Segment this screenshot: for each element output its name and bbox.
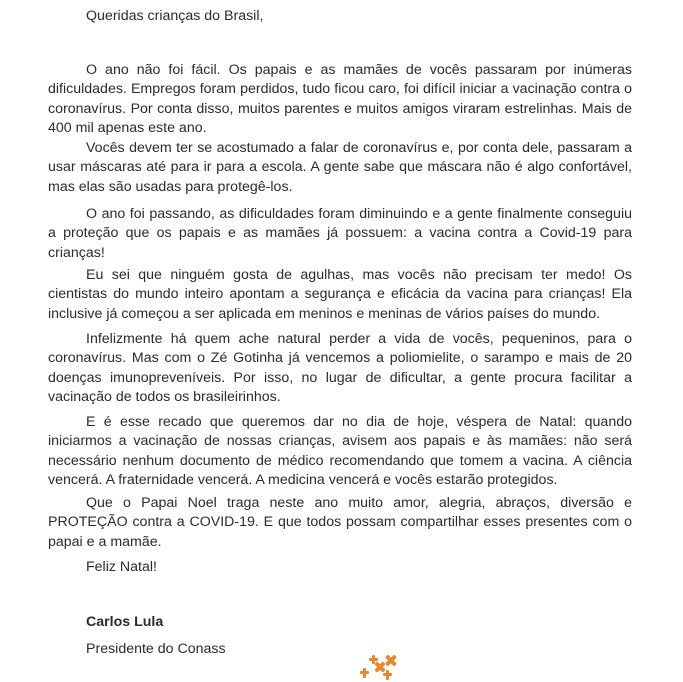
paragraph-5: Infelizmente há quem ache natural perder a vida de vocês, pequeninos, para o coronavírus. Mas com o Zé Gotinha já vencemos a poliomielite, o sarampo e mais de 20 doenças imunopreveníveis. Por isso, no lugar de dificultar, a gente procura facilitar a vacinação de todos os brasileirinhos. xyxy=(48,331,632,406)
salutation: Queridas crianças do Brasil, xyxy=(86,8,264,24)
paragraph-2: Vocês devem ter se acostumado a falar de coronavírus e, por conta dele, passaram a usar máscaras até para ir para a escola. A gente sabe que máscara não é algo confortável, mas elas são usadas para protegê-los. xyxy=(48,140,632,195)
signer-title: Presidente do Conass xyxy=(86,641,226,657)
paragraph-3: O ano foi passando, as dificuldades foram diminuindo e a gente finalmente conseguiu a proteção que os papais e as mamães já possuem: a vacina contra a Covid-19 para crianças! xyxy=(48,206,632,261)
paragraph-4: Eu sei que ninguém gosta de agulhas, mas vocês não precisam ter medo! Os cientistas do mundo inteiro apontam a segurança e eficácia da vacina para crianças! Ela inclusive já começou a ser aplicada em meninos e meninas de vários países do mundo. xyxy=(48,267,632,322)
conass-logo-icon xyxy=(356,652,406,682)
paragraph-6: E é esse recado que queremos dar no dia de hoje, véspera de Natal: quando iniciarmos a vacinação de nossas crianças, avisem aos papais e às mamães: não será necessário nenhum documento de médico recomendando que tomem a vacina. A ciência vencerá. A fraternidade vencerá. A medicina vencerá e vocês estarão protegidos. xyxy=(48,414,632,489)
paragraph-7: Que o Papai Noel traga neste ano muito amor, alegria, abraços, diversão e PROTEÇÃO contra a COVID-19. E que todos possam compartilhar esses presentes com o papai e a mamãe. xyxy=(48,495,632,550)
signer-name: Carlos Lula xyxy=(86,614,164,630)
paragraph-1: O ano não foi fácil. Os papais e as mamães de vocês passaram por inúmeras dificuldades. Empregos foram perdidos, tudo ficou caro, foi difícil iniciar a vacinação contra o coronavírus. Por conta disso, muitos parentes e muitos amigos viraram estrelinhas. Mais de 400 mil apenas este ano. xyxy=(48,62,632,137)
closing: Feliz Natal! xyxy=(86,559,157,575)
